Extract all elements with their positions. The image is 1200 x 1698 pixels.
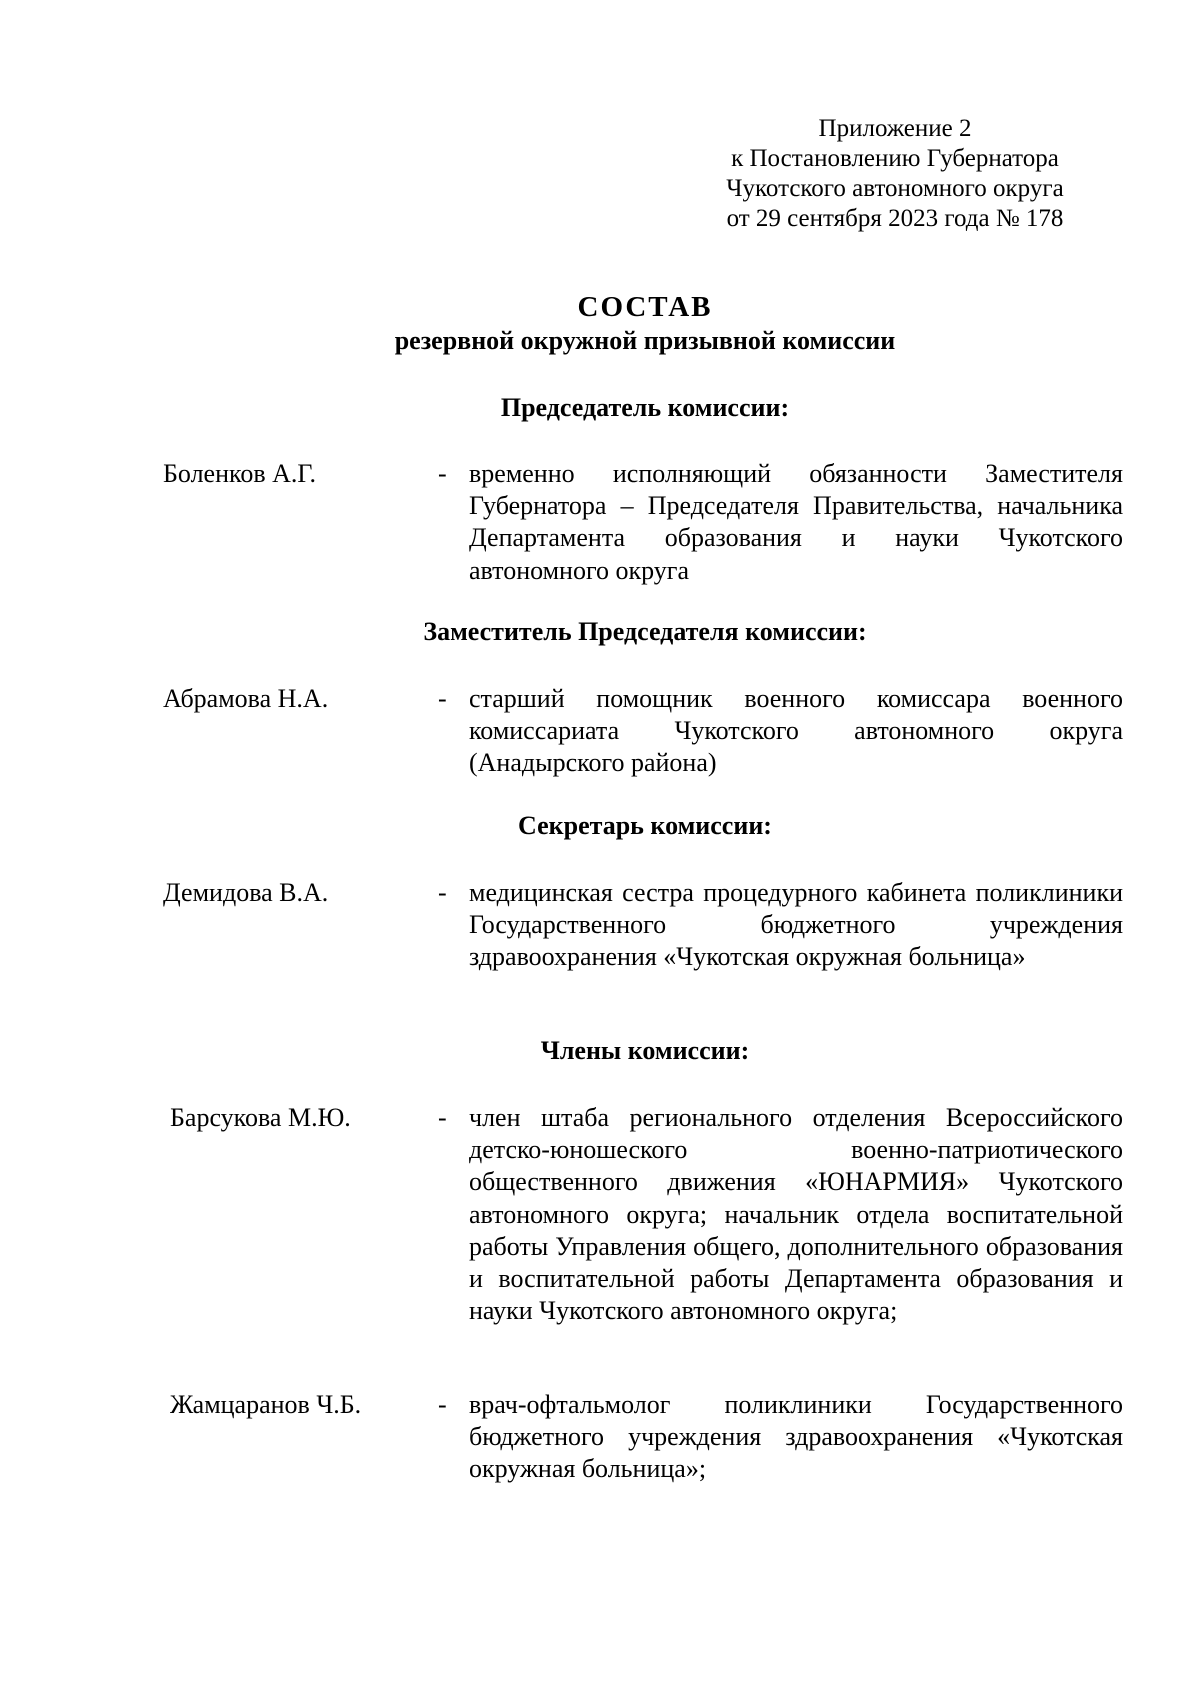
member-name: Демидова В.А. (163, 878, 329, 907)
section-heading-secretary: Секретарь комиссии: (518, 811, 772, 840)
section-heading-chairman: Председатель комиссии: (500, 393, 790, 422)
document-title: СОСТАВ (577, 291, 713, 323)
member-name: Боленков А.Г. (163, 459, 316, 488)
member-dash: - (438, 684, 447, 713)
member-name: Барсукова М.Ю. (170, 1103, 351, 1132)
document-subtitle: резервной окружной призывной комиссии (394, 326, 896, 355)
member-role: член штаба регионального отделения Всероссийского детско-юношеского военно-патриотического общественного движения «ЮНАРМИЯ» Чукотского автономного округа; начальник отдела воспитательной работы Управления общего, дополнительного образования и воспитательной работы Департамента образования и науки Чукотского автономного округа; (469, 1103, 1123, 1326)
appendix-reference: к Постановлению Губернатора (731, 145, 1059, 172)
appendix-block (700, 114, 1090, 234)
member-role: временно исполняющий обязанности Заместителя Губернатора – Председателя Правительства, начальника Департамента образования и науки Чукотского автономного округа (469, 459, 1123, 585)
member-role: врач-офтальмолог поликлиники Государственного бюджетного учреждения здравоохранения «Чукотская окружная больница»; (469, 1390, 1123, 1484)
member-dash: - (438, 878, 447, 907)
member-dash: - (438, 1390, 447, 1419)
member-role: старший помощник военного комиссара военного комиссариата Чукотского автономного округа (Анадырского района) (469, 684, 1123, 778)
appendix-date: от 29 сентября 2023 года № 178 (726, 205, 1064, 232)
section-heading-deputy: Заместитель Председателя комиссии: (423, 617, 867, 646)
appendix-region: Чукотского автономного округа (726, 175, 1064, 202)
appendix-number: Приложение 2 (818, 115, 972, 142)
section-heading-members: Члены комиссии: (540, 1036, 750, 1065)
member-name: Жамцаранов Ч.Б. (170, 1390, 362, 1419)
member-dash: - (438, 1103, 447, 1132)
member-dash: - (438, 459, 447, 488)
member-name: Абрамова Н.А. (163, 684, 329, 713)
member-role: медицинская сестра процедурного кабинета поликлиники Государственного бюджетного учреждения здравоохранения «Чукотская окружная больница» (469, 878, 1123, 972)
